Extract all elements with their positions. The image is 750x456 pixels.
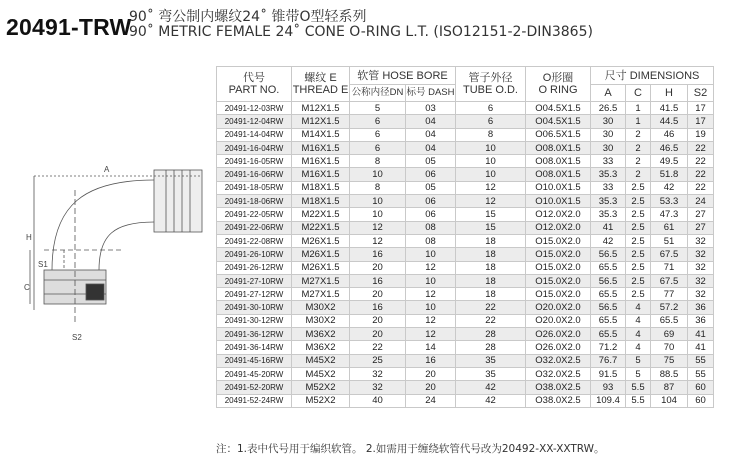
table-cell: O15.0X2.0 bbox=[526, 234, 591, 247]
table-cell: 27 bbox=[688, 208, 714, 221]
table-cell: 26.5 bbox=[591, 102, 626, 115]
table-cell: 71 bbox=[651, 261, 688, 274]
table-cell: 32 bbox=[688, 261, 714, 274]
table-cell: 36 bbox=[688, 314, 714, 327]
table-row bbox=[217, 274, 714, 287]
table-row bbox=[217, 394, 714, 407]
table-cell: 8 bbox=[350, 181, 406, 194]
table-cell: 41.5 bbox=[651, 102, 688, 115]
table-cell: 10 bbox=[406, 248, 456, 261]
table-cell: 5 bbox=[626, 354, 651, 367]
table-cell: O26.0X2.0 bbox=[526, 328, 591, 341]
table-cell: 28 bbox=[456, 328, 526, 341]
table-cell: 6 bbox=[350, 141, 406, 154]
table-row bbox=[217, 314, 714, 327]
table-cell: 20491-36-14RW bbox=[217, 341, 292, 354]
table-cell: 20491-26-12RW bbox=[217, 261, 292, 274]
table-cell: 22 bbox=[688, 155, 714, 168]
table-cell: 69 bbox=[651, 328, 688, 341]
table-cell: 20491-16-04RW bbox=[217, 141, 292, 154]
table-cell: 10 bbox=[456, 155, 526, 168]
table-cell: 12 bbox=[406, 314, 456, 327]
table-cell: M26X1.5 bbox=[292, 234, 350, 247]
table-row bbox=[217, 301, 714, 314]
product-code: 20491-TRW bbox=[6, 14, 132, 40]
table-cell: 67.5 bbox=[651, 274, 688, 287]
table-cell: 61 bbox=[651, 221, 688, 234]
col-oring: O形圈 O RING bbox=[526, 67, 591, 102]
table-cell: 46.5 bbox=[651, 141, 688, 154]
table-cell: 22 bbox=[688, 141, 714, 154]
table-cell: 6 bbox=[350, 128, 406, 141]
table-cell: 65.5 bbox=[591, 328, 626, 341]
table-cell: 24 bbox=[688, 195, 714, 208]
table-cell: 20 bbox=[406, 367, 456, 380]
table-cell: 4 bbox=[626, 328, 651, 341]
title-english: 90˚ METRIC FEMALE 24˚ CONE O-RING L.T. (ISO12151-2-DIN3865) bbox=[129, 24, 593, 40]
table-cell: 5.5 bbox=[626, 394, 651, 407]
table-cell: 20491-12-04RW bbox=[217, 115, 292, 128]
table-cell: 18 bbox=[456, 234, 526, 247]
table-cell: 14 bbox=[406, 341, 456, 354]
table-cell: O06.5X1.5 bbox=[526, 128, 591, 141]
table-cell: 5 bbox=[350, 102, 406, 115]
table-cell: 10 bbox=[456, 141, 526, 154]
table-cell: 6 bbox=[350, 115, 406, 128]
table-cell: M16X1.5 bbox=[292, 168, 350, 181]
table-cell: M36X2 bbox=[292, 328, 350, 341]
table-cell: 20491-52-24RW bbox=[217, 394, 292, 407]
table-cell: 56.5 bbox=[591, 274, 626, 287]
table-cell: 12 bbox=[350, 221, 406, 234]
table-cell: O08.0X1.5 bbox=[526, 155, 591, 168]
table-cell: 70 bbox=[651, 341, 688, 354]
table-cell: 2.5 bbox=[626, 181, 651, 194]
table-cell: 1 bbox=[626, 102, 651, 115]
table-cell: 08 bbox=[406, 234, 456, 247]
table-cell: 10 bbox=[350, 208, 406, 221]
table-cell: M27X1.5 bbox=[292, 288, 350, 301]
table-cell: 18 bbox=[456, 261, 526, 274]
table-cell: M52X2 bbox=[292, 394, 350, 407]
table-cell: 32 bbox=[688, 234, 714, 247]
table-cell: 15 bbox=[456, 208, 526, 221]
col-dimensions: 尺寸 DIMENSIONS bbox=[591, 67, 714, 85]
table-cell: 04 bbox=[406, 115, 456, 128]
table-cell: 60 bbox=[688, 381, 714, 394]
table-cell: 65.5 bbox=[591, 261, 626, 274]
table-cell: 65.5 bbox=[591, 288, 626, 301]
table-cell: M27X1.5 bbox=[292, 274, 350, 287]
table-cell: 32 bbox=[350, 381, 406, 394]
table-cell: 04 bbox=[406, 141, 456, 154]
elbow-outer bbox=[52, 180, 154, 270]
table-cell: 56.5 bbox=[591, 248, 626, 261]
table-cell: 22 bbox=[688, 181, 714, 194]
table-cell: 35.3 bbox=[591, 208, 626, 221]
table-cell: 25 bbox=[350, 354, 406, 367]
table-cell: 51 bbox=[651, 234, 688, 247]
table-cell: 20491-27-12RW bbox=[217, 288, 292, 301]
table-cell: 20491-18-06RW bbox=[217, 195, 292, 208]
table-cell: M52X2 bbox=[292, 381, 350, 394]
table-cell: 20491-30-10RW bbox=[217, 301, 292, 314]
table-cell: M16X1.5 bbox=[292, 155, 350, 168]
fitting-drawing bbox=[4, 150, 214, 350]
table-cell: 87 bbox=[651, 381, 688, 394]
table-cell: O12.0X2.0 bbox=[526, 221, 591, 234]
table-cell: 20491-16-06RW bbox=[217, 168, 292, 181]
table-row bbox=[217, 248, 714, 261]
table-cell: 91.5 bbox=[591, 367, 626, 380]
table-row bbox=[217, 341, 714, 354]
table-cell: 20 bbox=[350, 328, 406, 341]
table-cell: 35.3 bbox=[591, 168, 626, 181]
table-row bbox=[217, 381, 714, 394]
label-c: C bbox=[24, 283, 30, 292]
table-cell: O20.0X2.0 bbox=[526, 301, 591, 314]
col-c: C bbox=[626, 85, 651, 102]
table-cell: O38.0X2.5 bbox=[526, 394, 591, 407]
table-cell: 2.5 bbox=[626, 195, 651, 208]
table-cell: M45X2 bbox=[292, 354, 350, 367]
table-cell: 42 bbox=[456, 394, 526, 407]
label-a: A bbox=[104, 165, 110, 174]
spec-table-body bbox=[217, 102, 714, 408]
table-cell: M45X2 bbox=[292, 367, 350, 380]
table-cell: 49.5 bbox=[651, 155, 688, 168]
table-cell: 2 bbox=[626, 128, 651, 141]
table-cell: 30 bbox=[591, 128, 626, 141]
table-cell: 20491-30-12RW bbox=[217, 314, 292, 327]
table-row bbox=[217, 221, 714, 234]
table-cell: 2.5 bbox=[626, 261, 651, 274]
table-cell: 12 bbox=[350, 234, 406, 247]
table-cell: 2.5 bbox=[626, 234, 651, 247]
table-cell: 06 bbox=[406, 195, 456, 208]
col-tube-od: 管子外径 TUBE O.D. bbox=[456, 67, 526, 102]
table-cell: 47.3 bbox=[651, 208, 688, 221]
table-cell: 109.4 bbox=[591, 394, 626, 407]
table-cell: O20.0X2.0 bbox=[526, 314, 591, 327]
table-cell: 20 bbox=[350, 314, 406, 327]
table-cell: 28 bbox=[456, 341, 526, 354]
table-cell: 08 bbox=[406, 221, 456, 234]
table-cell: 32 bbox=[688, 288, 714, 301]
table-cell: 16 bbox=[350, 301, 406, 314]
col-part-no: 代号 PART NO. bbox=[217, 67, 292, 102]
table-cell: 41 bbox=[688, 328, 714, 341]
table-cell: 10 bbox=[350, 168, 406, 181]
table-cell: O15.0X2.0 bbox=[526, 288, 591, 301]
table-cell: 24 bbox=[406, 394, 456, 407]
table-cell: 20491-18-05RW bbox=[217, 181, 292, 194]
table-cell: 20491-12-03RW bbox=[217, 102, 292, 115]
table-cell: 10 bbox=[350, 195, 406, 208]
table-cell: 20491-22-08RW bbox=[217, 234, 292, 247]
table-cell: 33 bbox=[591, 181, 626, 194]
table-cell: 2 bbox=[626, 168, 651, 181]
table-cell: 56.5 bbox=[591, 301, 626, 314]
table-cell: 42 bbox=[591, 234, 626, 247]
table-cell: 4 bbox=[626, 314, 651, 327]
table-cell: O08.0X1.5 bbox=[526, 168, 591, 181]
table-cell: 12 bbox=[406, 261, 456, 274]
table-cell: 18 bbox=[456, 274, 526, 287]
table-cell: 27 bbox=[688, 221, 714, 234]
table-cell: 06 bbox=[406, 168, 456, 181]
table-row bbox=[217, 102, 714, 115]
table-cell: 44.5 bbox=[651, 115, 688, 128]
table-cell: 104 bbox=[651, 394, 688, 407]
table-cell: 10 bbox=[406, 301, 456, 314]
table-cell: 57.2 bbox=[651, 301, 688, 314]
table-cell: 12 bbox=[406, 288, 456, 301]
table-cell: 18 bbox=[456, 288, 526, 301]
table-cell: 17 bbox=[688, 115, 714, 128]
table-cell: 18 bbox=[456, 248, 526, 261]
spec-table bbox=[216, 66, 714, 408]
table-cell: 65.5 bbox=[651, 314, 688, 327]
table-cell: 55 bbox=[688, 354, 714, 367]
table-cell: 93 bbox=[591, 381, 626, 394]
table-cell: 04 bbox=[406, 128, 456, 141]
table-cell: 2.5 bbox=[626, 221, 651, 234]
table-cell: 30 bbox=[591, 141, 626, 154]
table-cell: O26.0X2.0 bbox=[526, 341, 591, 354]
table-cell: M36X2 bbox=[292, 341, 350, 354]
table-cell: 22 bbox=[456, 314, 526, 327]
col-dn: 公称内径DN bbox=[350, 85, 406, 102]
table-cell: 32 bbox=[350, 367, 406, 380]
table-cell: O08.0X1.5 bbox=[526, 141, 591, 154]
table-cell: 20 bbox=[406, 381, 456, 394]
table-cell: 05 bbox=[406, 155, 456, 168]
table-cell: M30X2 bbox=[292, 301, 350, 314]
table-row bbox=[217, 354, 714, 367]
table-cell: M16X1.5 bbox=[292, 141, 350, 154]
table-cell: 16 bbox=[350, 274, 406, 287]
table-cell: 2 bbox=[626, 141, 651, 154]
table-cell: 20491-52-20RW bbox=[217, 381, 292, 394]
table-cell: O32.0X2.5 bbox=[526, 367, 591, 380]
table-cell: 22 bbox=[350, 341, 406, 354]
table-cell: 60 bbox=[688, 394, 714, 407]
table-cell: O10.0X1.5 bbox=[526, 181, 591, 194]
table-cell: 2.5 bbox=[626, 208, 651, 221]
col-s2: S2 bbox=[688, 85, 714, 102]
table-row bbox=[217, 261, 714, 274]
table-row bbox=[217, 181, 714, 194]
table-cell: 55 bbox=[688, 367, 714, 380]
table-cell: 36 bbox=[688, 301, 714, 314]
table-cell: 8 bbox=[350, 155, 406, 168]
table-cell: 10 bbox=[456, 168, 526, 181]
table-cell: 67.5 bbox=[651, 248, 688, 261]
table-cell: M18X1.5 bbox=[292, 195, 350, 208]
table-cell: 75 bbox=[651, 354, 688, 367]
table-cell: 20491-27-10RW bbox=[217, 274, 292, 287]
table-cell: 20491-45-20RW bbox=[217, 367, 292, 380]
table-cell: 20491-22-05RW bbox=[217, 208, 292, 221]
table-cell: 17 bbox=[688, 102, 714, 115]
table-cell: M26X1.5 bbox=[292, 261, 350, 274]
table-cell: 19 bbox=[688, 128, 714, 141]
table-cell: O10.0X1.5 bbox=[526, 195, 591, 208]
table-row bbox=[217, 367, 714, 380]
table-cell: 2.5 bbox=[626, 274, 651, 287]
table-cell: 6 bbox=[456, 102, 526, 115]
col-hose-bore: 软管 HOSE BORE bbox=[350, 67, 456, 85]
table-cell: 4 bbox=[626, 341, 651, 354]
table-cell: 1 bbox=[626, 115, 651, 128]
table-cell: O15.0X2.0 bbox=[526, 261, 591, 274]
table-cell: 4 bbox=[626, 301, 651, 314]
col-a: A bbox=[591, 85, 626, 102]
table-row bbox=[217, 168, 714, 181]
table-cell: M26X1.5 bbox=[292, 248, 350, 261]
table-row bbox=[217, 234, 714, 247]
col-h: H bbox=[651, 85, 688, 102]
table-row bbox=[217, 155, 714, 168]
label-h: H bbox=[26, 233, 32, 242]
table-cell: 40 bbox=[350, 394, 406, 407]
table-row bbox=[217, 328, 714, 341]
table-cell: O04.5X1.5 bbox=[526, 102, 591, 115]
table-cell: M14X1.5 bbox=[292, 128, 350, 141]
table-cell: 20491-16-05RW bbox=[217, 155, 292, 168]
table-cell: 30 bbox=[591, 115, 626, 128]
label-s1: S1 bbox=[38, 260, 48, 269]
table-cell: 03 bbox=[406, 102, 456, 115]
table-cell: O15.0X2.0 bbox=[526, 274, 591, 287]
table-cell: 35 bbox=[456, 367, 526, 380]
table-cell: 06 bbox=[406, 208, 456, 221]
table-cell: 35.3 bbox=[591, 195, 626, 208]
table-cell: 2 bbox=[626, 155, 651, 168]
table-cell: 42 bbox=[651, 181, 688, 194]
table-cell: 51.8 bbox=[651, 168, 688, 181]
table-cell: 71.2 bbox=[591, 341, 626, 354]
table-cell: 33 bbox=[591, 155, 626, 168]
table-cell: 35 bbox=[456, 354, 526, 367]
table-cell: 2.5 bbox=[626, 248, 651, 261]
col-dash: 标号 DASH bbox=[406, 85, 456, 102]
table-cell: M22X1.5 bbox=[292, 221, 350, 234]
table-cell: M18X1.5 bbox=[292, 181, 350, 194]
table-row bbox=[217, 195, 714, 208]
table-cell: 22 bbox=[688, 168, 714, 181]
table-cell: 05 bbox=[406, 181, 456, 194]
footnote: 注：1.表中代号用于编织软管。 2.如需用于缠绕软管代号改为20492-XX-XXTRW。 bbox=[216, 443, 605, 455]
table-cell: 8 bbox=[456, 128, 526, 141]
elbow-inner bbox=[99, 222, 154, 270]
table-row bbox=[217, 208, 714, 221]
table-cell: 12 bbox=[456, 181, 526, 194]
table-row bbox=[217, 128, 714, 141]
table-cell: M12X1.5 bbox=[292, 102, 350, 115]
table-cell: 41 bbox=[688, 341, 714, 354]
table-cell: 16 bbox=[350, 248, 406, 261]
table-cell: M30X2 bbox=[292, 314, 350, 327]
table-cell: 20491-14-04RW bbox=[217, 128, 292, 141]
table-cell: 41 bbox=[591, 221, 626, 234]
table-cell: 20491-26-10RW bbox=[217, 248, 292, 261]
table-cell: 22 bbox=[456, 301, 526, 314]
table-cell: 15 bbox=[456, 221, 526, 234]
table-cell: 32 bbox=[688, 248, 714, 261]
table-cell: 20 bbox=[350, 261, 406, 274]
table-cell: 42 bbox=[456, 381, 526, 394]
table-cell: 16 bbox=[406, 354, 456, 367]
table-cell: 53.3 bbox=[651, 195, 688, 208]
table-cell: 20491-22-06RW bbox=[217, 221, 292, 234]
table-cell: 12 bbox=[456, 195, 526, 208]
table-cell: 32 bbox=[688, 274, 714, 287]
table-cell: 20491-45-16RW bbox=[217, 354, 292, 367]
col-thread: 螺纹 E THREAD E bbox=[292, 67, 350, 102]
table-cell: 12 bbox=[406, 328, 456, 341]
table-cell: O04.5X1.5 bbox=[526, 115, 591, 128]
table-cell: 65.5 bbox=[591, 314, 626, 327]
table-row bbox=[217, 141, 714, 154]
table-cell: 5 bbox=[626, 367, 651, 380]
table-cell: M22X1.5 bbox=[292, 208, 350, 221]
table-cell: 10 bbox=[406, 274, 456, 287]
table-cell: M12X1.5 bbox=[292, 115, 350, 128]
table-cell: 77 bbox=[651, 288, 688, 301]
table-cell: 5.5 bbox=[626, 381, 651, 394]
table-cell: 76.7 bbox=[591, 354, 626, 367]
table-cell: O38.0X2.5 bbox=[526, 381, 591, 394]
table-cell: 6 bbox=[456, 115, 526, 128]
table-cell: 2.5 bbox=[626, 288, 651, 301]
table-cell: O32.0X2.5 bbox=[526, 354, 591, 367]
table-cell: 88.5 bbox=[651, 367, 688, 380]
table-cell: O12.0X2.0 bbox=[526, 208, 591, 221]
table-cell: 46 bbox=[651, 128, 688, 141]
table-row bbox=[217, 115, 714, 128]
title-chinese: 90˚ 弯公制内螺纹24˚ 锥带O型轻系列 bbox=[129, 9, 367, 25]
table-row bbox=[217, 288, 714, 301]
table-cell: 20 bbox=[350, 288, 406, 301]
oring-seat bbox=[86, 284, 104, 300]
table-cell: O15.0X2.0 bbox=[526, 248, 591, 261]
label-s2: S2 bbox=[72, 333, 82, 342]
table-cell: 20491-36-12RW bbox=[217, 328, 292, 341]
hose-socket bbox=[154, 170, 202, 232]
